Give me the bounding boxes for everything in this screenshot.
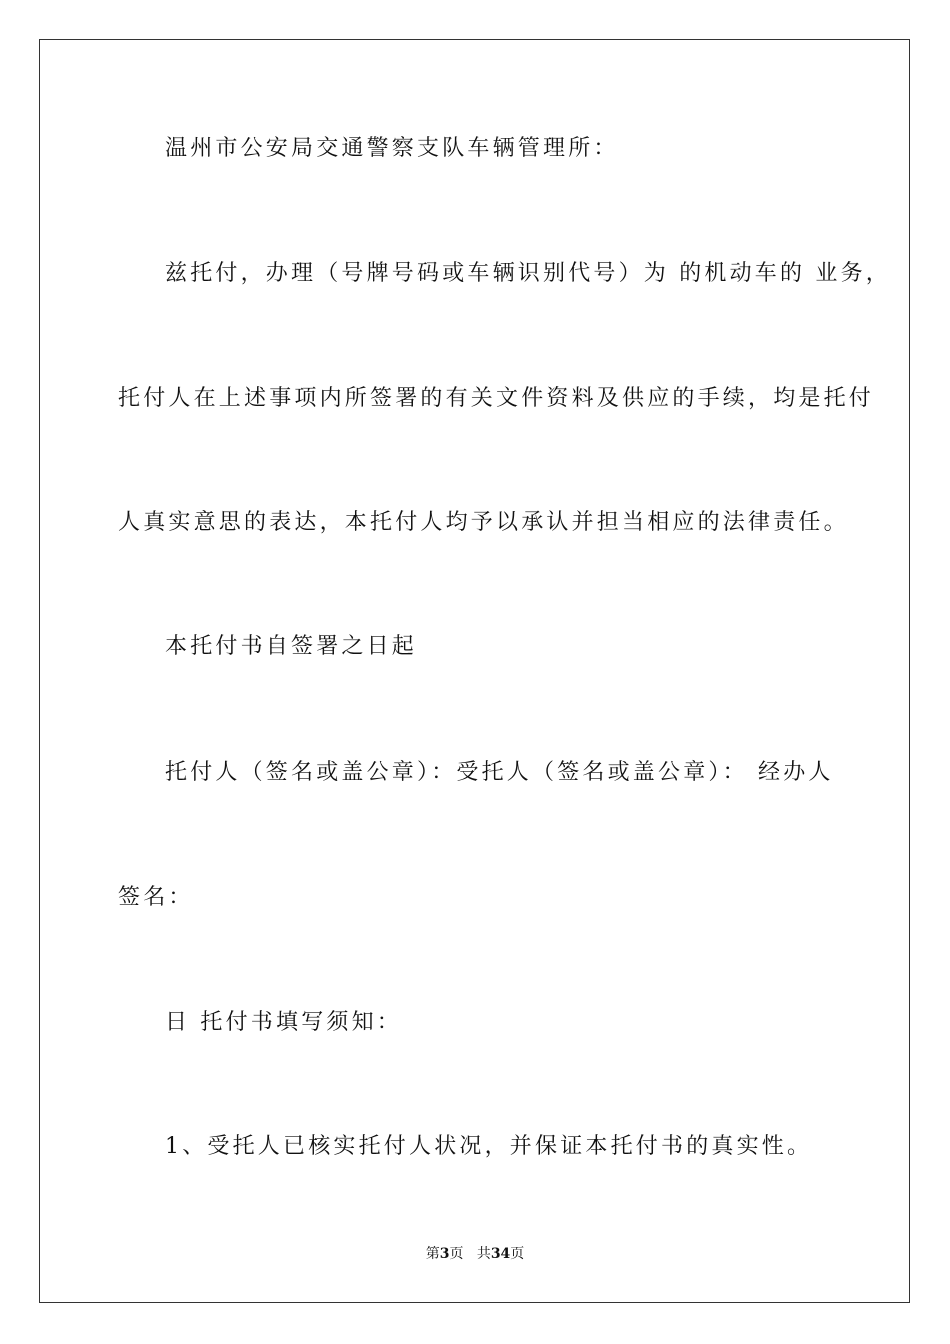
page-footer [0, 1245, 950, 1263]
addressee-line: 温州市公安局交通警察支队车辆管理所： [165, 136, 619, 161]
footer-total-suffix: 页 [510, 1246, 525, 1262]
notice-item-1: 1、受托人已核实托付人状况，并保证本托付书的真实性。 [165, 1134, 813, 1159]
footer-total-prefix: 共 [476, 1246, 491, 1262]
body-line-1: 兹托付，办理（号牌号码或车辆识别代号）为 的机动车的 业务， [165, 261, 891, 286]
body-line-3: 人真实意思的表达，本托付人均予以承认并担当相应的法律责任。 [118, 510, 849, 535]
footer-total-pages: 34 [490, 1246, 511, 1262]
sign-name-line: 签名： [118, 885, 194, 910]
footer-page-prefix: 第 [425, 1246, 440, 1262]
body-line-2: 托付人在上述事项内所签署的有关文件资料及供应的手续，均是托付 [118, 386, 875, 411]
footer-page-suffix: 页 [449, 1246, 464, 1262]
validity-line: 本托付书自签署之日起 [165, 634, 418, 659]
notice-heading: 日 托付书填写须知： [165, 1010, 402, 1035]
signature-line: 托付人（签名或盖公章）：受托人（签名或盖公章）： 经办人 [165, 760, 834, 785]
footer-page-number: 3 [439, 1246, 450, 1262]
page-frame [39, 39, 910, 1303]
